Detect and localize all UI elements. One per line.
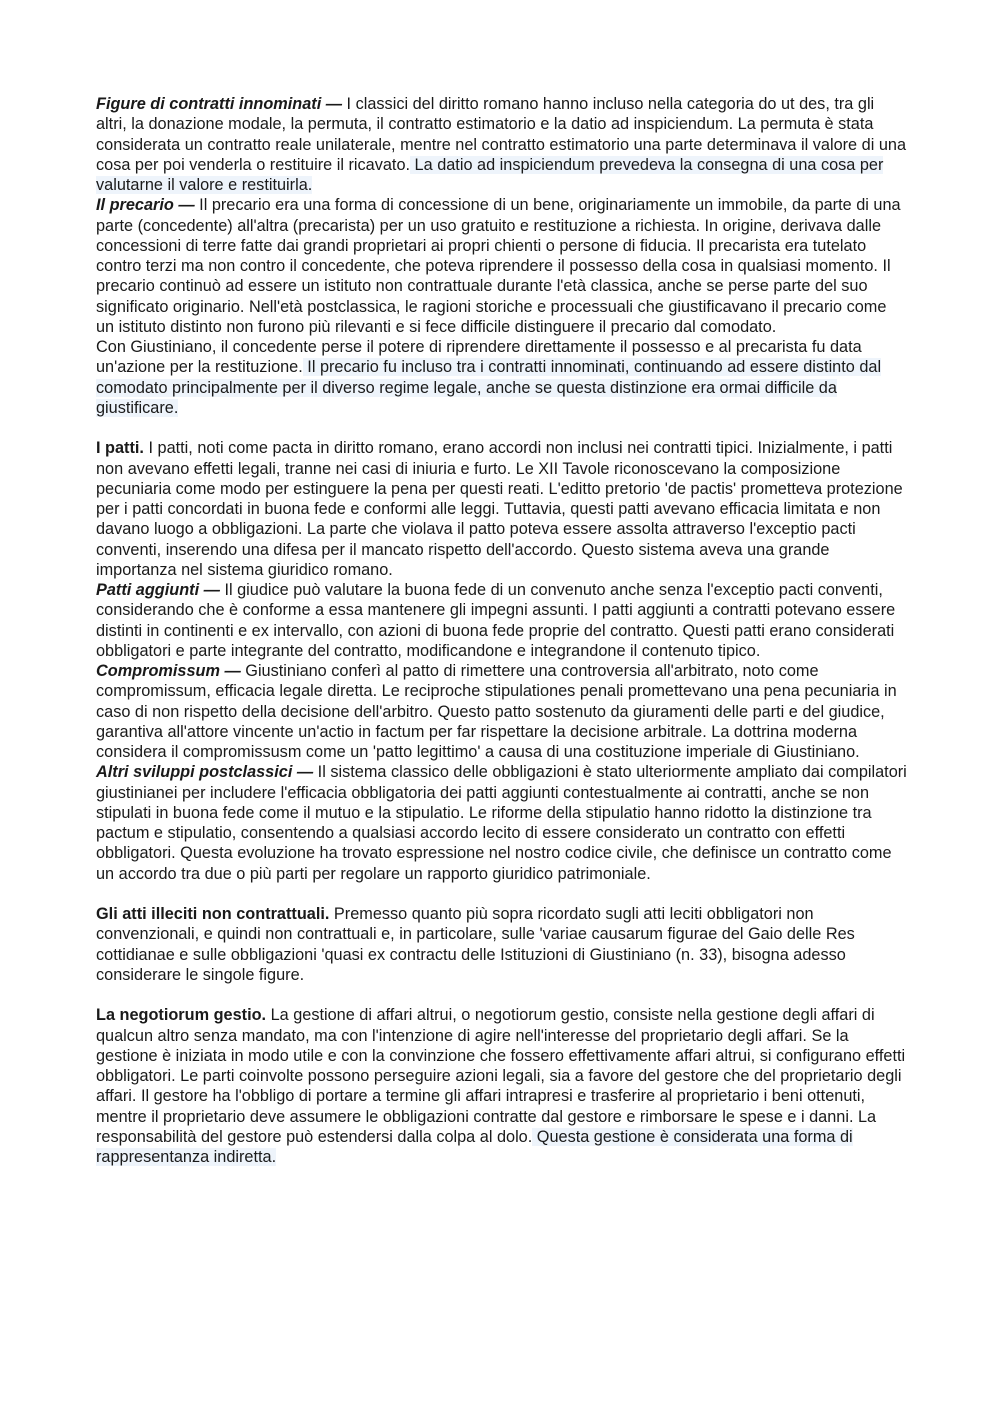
heading-innominati: Figure di contratti innominati —: [96, 95, 343, 113]
paragraph-compromissum: [96, 661, 908, 762]
paragraph-gap: [96, 884, 908, 904]
text-gestio: La gestione di affari altrui, o negotiorum gestio, consiste nella gestione degli affari di qualcun altro senza mandato, ma con l'intenzione di agire nell'interesse del proprietario degli affari. Se la gestione è iniziata in modo utile e con la convinzione che fossero effettivamente affari altrui, si configurano effetti obbligatori. Le parti coinvolte possono perseguire azioni legali, sia a favore del gestore che del proprietario degli affari. Il gestore ha l'obbligo di portare a termine gli affari intrapresi e trasferire al proprietario i beni ottenuti, mentre il proprietario deve assumere le obbligazioni contratte dal gestore e rimborsare le spese e i danni. La responsabilità del gestore può estendersi dalla colpa al dolo.: [96, 1006, 906, 1146]
document-page: [96, 94, 908, 1167]
heading-compromissum: Compromissum —: [96, 662, 241, 680]
text-compromissum: Giustiniano conferì al patto di rimettere una controversia all'arbitrato, noto come compromissum, efficacia legale diretta. Le reciproche stipulationes penali promettevano una pena pecuniaria in caso di non rispetto della decisione dell'arbitro. Questo patto sostenuto da giuramenti delle parti e del giudice, garantiva all'attore vincente un'actio in factum per far rispettare la decisione arbitrale. La dottrina moderna considera il compromissusm come un 'patto legittimo' a causa di una costituzione imperiale di Giustiniano.: [96, 662, 897, 761]
highlight-gestio: Questa gestione è considerata una forma di rappresentanza indiretta.: [96, 1127, 853, 1166]
paragraph-aggiunti: [96, 580, 908, 661]
paragraph-illeciti: [96, 904, 908, 985]
paragraph-precario-giustiniano: [96, 337, 908, 418]
text-patti: I patti, noti come pacta in diritto romano, erano accordi non inclusi nei contratti tipici. Inizialmente, i patti non avevano effetti legali, tranne nei casi di iniuria e furto. Le XII Tavole riconoscevano la composizione pecuniaria come modo per estinguere la pena per questi reati. L'editto pretorio 'de pactis' prometteva protezione per i patti concordati in buona fede e conformi alle leggi. Tuttavia, questi patti avevano efficacia limitata e non davano luogo a obbligazioni. La parte che violava il patto poteva essere assolta attraverso l'exceptio pacti conventi, inserendo una difesa per il mancato rispetto dell'accordo. Questo sistema aveva una grande importanza nel sistema giuridico romano.: [96, 439, 903, 579]
heading-aggiunti: Patti aggiunti —: [96, 581, 220, 599]
heading-patti: I patti.: [96, 439, 144, 458]
text-aggiunti: Il giudice può valutare la buona fede di un convenuto anche senza l'exceptio pacti conventi, considerando che è conforme a essa mantenere gli impegni assunti. I patti aggiunti a contratti potevano essere distinti in continenti e ex intervallo, con azioni di buona fede proprie del contratto. Questi patti erano considerati obbligatori e parte integrante del contratto, modificandone e integrandone il contenuto tipico.: [96, 581, 896, 660]
text-precario: Il precario era una forma di concessione di un bene, originariamente un immobile, da parte di una parte (concedente) all'altra (precarista) per un uso gratuito e restituzione a richiesta. In origine, derivava dalle concessioni di terre fatte dai grandi proprietari ai propri chienti o persone di fiducia. Il precarista era tutelato contro terzi ma non contro il concedente, che poteva riprendere il possesso della cosa in qualsiasi momento. Il precario continuò ad essere un istituto non contrattuale durante l'età classica, anche se perse parte del suo significato originario. Nell'età postclassica, le ragioni storiche e processuali che giustificavano il precario come un istituto distinto non furono più rilevanti e si fece difficile distinguere il precario dal comodato.: [96, 196, 901, 336]
highlight-precario: Il precario fu incluso tra i contratti innominati, continuando ad essere distinto dal comodato principalmente per il diverso regime legale, anche se questa distinzione era ormai difficile da giustificare.: [96, 358, 882, 417]
paragraph-gap: [96, 985, 908, 1005]
paragraph-precario: [96, 195, 908, 337]
paragraph-sviluppi: [96, 762, 908, 884]
text-precario-giustiniano: Con Giustiniano, il concedente perse il potere di riprendere direttamente il possesso e al precarista fu data un'azione per la restituzione.: [96, 338, 862, 377]
highlight-innominati: La datio ad inspiciendum prevedeva la consegna di una cosa per valutarne il valore e restituirla.: [96, 155, 884, 194]
paragraph-gap: [96, 418, 908, 438]
paragraph-patti: [96, 438, 908, 580]
heading-sviluppi: Altri sviluppi postclassici —: [96, 763, 314, 782]
heading-gestio: La negotiorum gestio.: [96, 1006, 267, 1025]
text-sviluppi: Il sistema classico delle obbligazioni è stato ulteriormente ampliato dai compilatori giustinianei per includere l'efficacia obbligatoria dei patti aggiunti contestualmente ai contratti, anche se non stipulati in buona fede come il mutuo e la stipulatio. Le riforme della stipulatio hanno ridotto la distinzione tra pactum e stipulatio, consentendo a qualsiasi accordo lecito di essere considerato un contratto con effetti obbligatori. Questa evoluzione ha trovato espressione nel nostro codice civile, che definisce un contratto come un accordo tra due o più parti per regolare un rapporto giuridico patrimoniale.: [96, 763, 907, 883]
paragraph-gestio: [96, 1005, 908, 1167]
paragraph-innominati: [96, 94, 908, 195]
heading-illeciti: Gli atti illeciti non contrattuali.: [96, 905, 330, 923]
heading-precario: Il precario —: [96, 196, 195, 215]
text-illeciti: Premesso quanto più sopra ricordato sugli atti leciti obbligatori non convenzionali, e quindi non contrattuali e, in particolare, sulle 'variae causarum figurae del Gaio delle Res cottidianae e sulle obbligazioni 'quasi ex contractu delle Istituzioni di Giustiniano (n. 33), bisogna adesso considerare le singole figure.: [96, 905, 855, 984]
text-innominati: I classici del diritto romano hanno incluso nella categoria do ut des, tra gli altri, la donazione modale, la permuta, il contratto estimatorio e la datio ad inspiciendum. La permuta è stata considerata un contratto reale unilaterale, mentre nel contratto estimatorio una parte determinava il valore di una cosa per poi venderla o restituire il ricavato.: [96, 95, 907, 174]
